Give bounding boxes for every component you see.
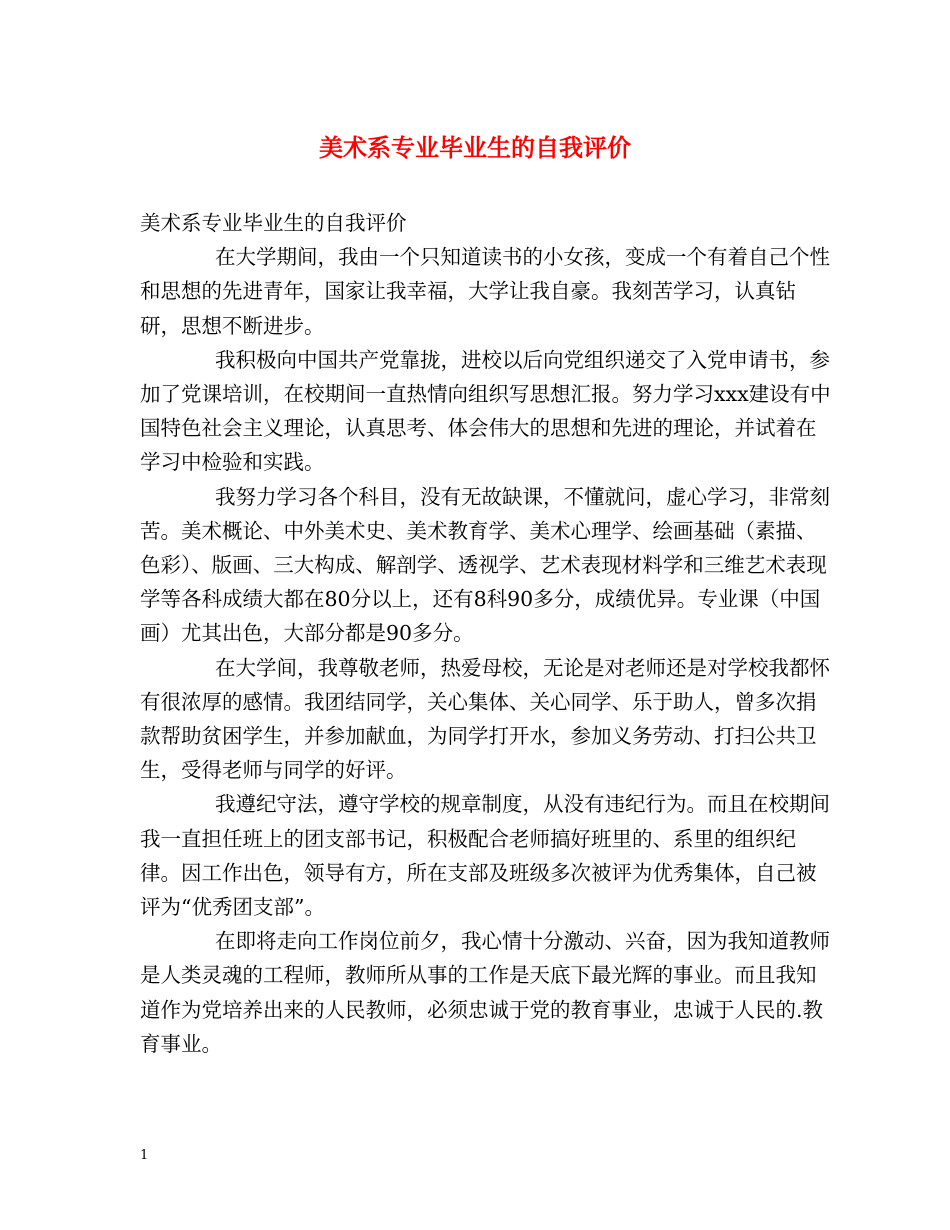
paragraph-4: 在大学间，我尊敬老师，热爱母校，无论是对老师还是对学校我都怀有很浓厚的感情。我团结同学，关心集体、关心同学、乐于助人，曾多次捐款帮助贫困学生，并参加献血，为同学打开水，参加义务劳动、打扫公共卫生，受得老师与同学的好评。: [140, 655, 830, 783]
document-body: [140, 206, 835, 1061]
document-subtitle: 美术系专业毕业生的自我评价: [140, 211, 407, 235]
paragraph-2: 我积极向中国共产党靠拢，进校以后向党组织递交了入党申请书，参加了党课培训，在校期间一直热情向组织写思想汇报。努力学习xxx建设有中国特色社会主义理论，认真思考、体会伟大的思想和先进的理论，并试着在学习中检验和实践。: [140, 347, 831, 475]
paragraph-3: 我努力学习各个科目，没有无故缺课，不懂就问，虚心学习，非常刻苦。美术概论、中外美术史、美术教育学、美术心理学、绘画基础（素描、色彩）、版画、三大构成、解剖学、透视学、艺术表现材料学和三维艺术表现学等各科成绩大都在80分以上，还有8科90多分，成绩优异。专业课（中国画）尤其出色，大部分都是90多分。: [140, 484, 830, 646]
paragraph-1: 在大学期间，我由一个只知道读书的小女孩，变成一个有着自己个性和思想的先进青年，国家让我幸福，大学让我自豪。我刻苦学习，认真钻研，思想不断进步。: [140, 245, 830, 338]
page-number: 1: [140, 1148, 149, 1163]
paragraph-5: 我遵纪守法，遵守学校的规章制度，从没有违纪行为。而且在校期间我一直担任班上的团支部书记，积极配合老师搞好班里的、系里的组织纪律。因工作出色，领导有方，所在支部及班级多次被评为优秀集体，自己被评为“优秀团支部”。: [140, 792, 830, 920]
paragraph-6: 在即将走向工作岗位前夕，我心情十分激动、兴奋，因为我知道教师是人类灵魂的工程师，教师所从事的工作是天底下最光辉的事业。而且我知道作为党培养出来的人民教师，必须忠诚于党的教育事业，忠诚于人民的.教育事业。: [140, 929, 830, 1056]
document-title: 美术系专业毕业生的自我评价: [319, 133, 631, 162]
